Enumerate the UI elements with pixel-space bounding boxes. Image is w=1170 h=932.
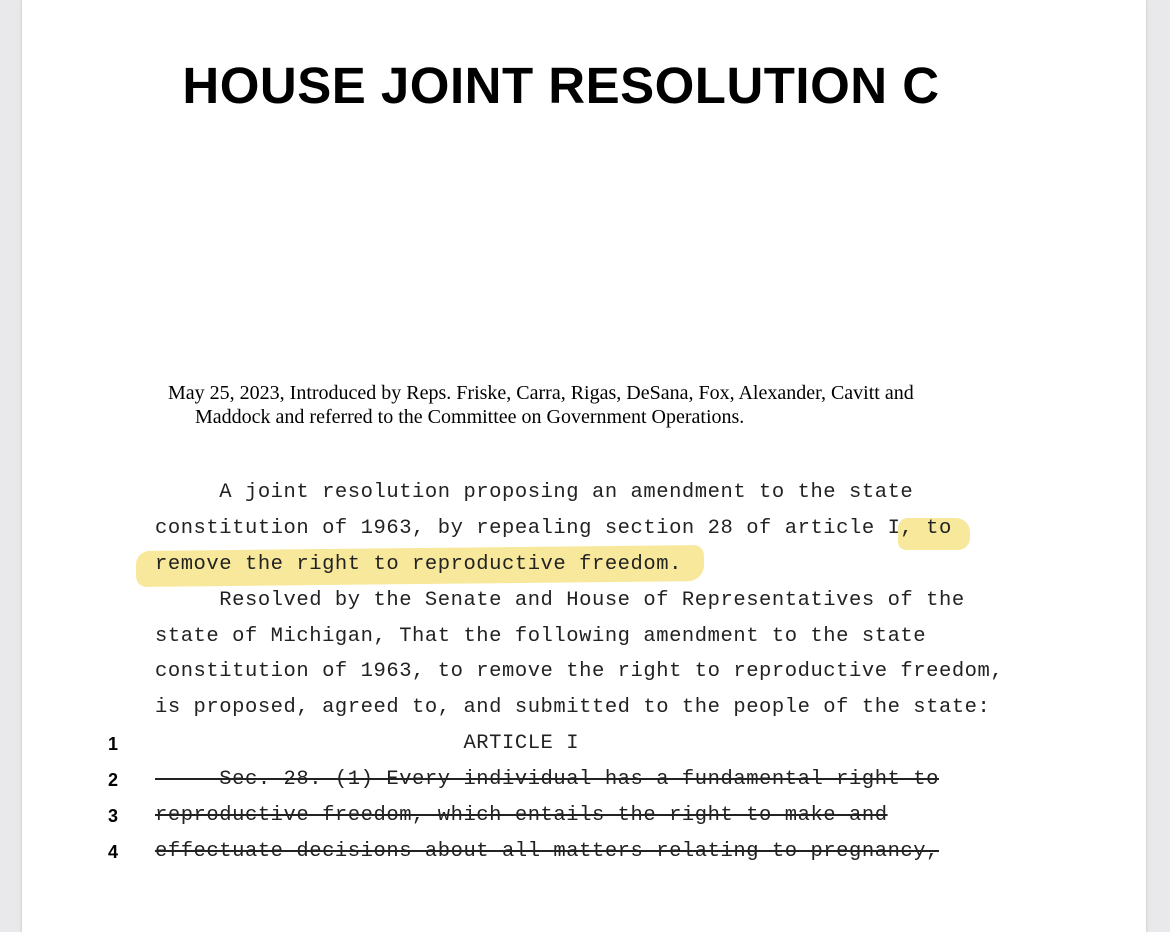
article-heading: ARTICLE I [155, 732, 580, 755]
body-line: state of Michigan, That the following amendment to the state [155, 625, 927, 648]
body-line: constitution of 1963, by repealing section 28 of article I, to [155, 517, 952, 540]
line-number: 4 [108, 842, 119, 862]
intro-line-1: May 25, 2023, Introduced by Reps. Friske, Carra, Rigas, DeSana, Fox, Alexander, Cavitt and [168, 382, 914, 404]
document-page [22, 0, 1146, 932]
body-line: Resolved by the Senate and House of Representatives of the [155, 589, 965, 612]
struck-line: reproductive freedom, which entails the right to make and [155, 804, 888, 827]
line-number: 3 [108, 806, 119, 826]
document-title: HOUSE JOINT RESOLUTION C [182, 57, 940, 114]
line-number: 1 [108, 734, 119, 754]
body-line: is proposed, agreed to, and submitted to the people of the state: [155, 696, 991, 719]
body-line: constitution of 1963, to remove the right to reproductive freedom, [155, 660, 1004, 683]
intro-line-2: Maddock and referred to the Committee on Government Operations. [195, 406, 745, 428]
struck-line: effectuate decisions about all matters relating to pregnancy, [155, 840, 939, 863]
struck-line: Sec. 28. (1) Every individual has a fundamental right to [155, 768, 939, 791]
line-number: 2 [108, 770, 119, 790]
body-line: remove the right to reproductive freedom. [155, 553, 682, 576]
introduction-note [168, 381, 998, 429]
body-line: A joint resolution proposing an amendment to the state [155, 481, 914, 504]
